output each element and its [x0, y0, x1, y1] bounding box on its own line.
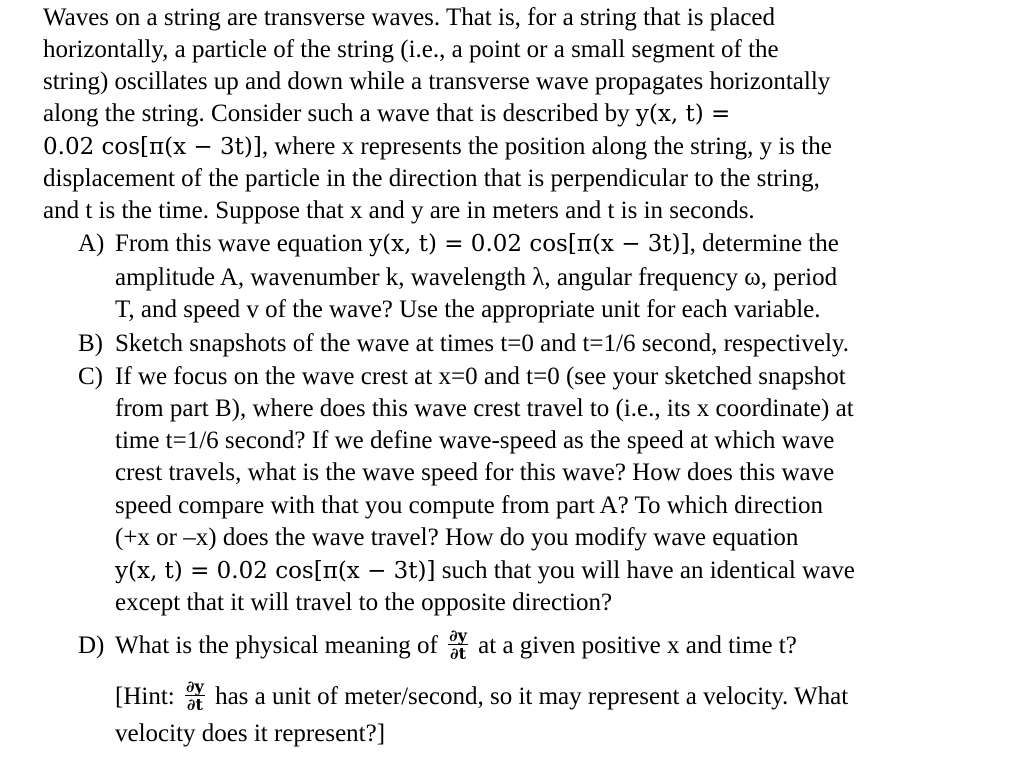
part-c-label: C) [78, 363, 103, 390]
part-d-line-1-post: at a given positive x and time t? [478, 632, 797, 660]
part-d-hint-line [115, 677, 849, 716]
part-c-equation: y(x, t) = 0.02 cos[π(x − 3t)] [115, 558, 436, 584]
hint-fraction-numerator: ∂y [185, 677, 204, 696]
intro-line-4 [43, 98, 730, 130]
part-c-line-8: except that it will travel to the opposite direction? [115, 589, 613, 616]
part-b-label: B) [78, 330, 103, 357]
partial-derivative-fraction [448, 627, 468, 662]
part-c-line-4: crest travels, what is the wave speed for this wave? How does this wave [115, 459, 835, 486]
fraction-numerator: ∂y [449, 626, 467, 645]
part-c-line-7 [115, 555, 855, 587]
part-c-line-1: If we focus on the wave crest at x=0 and t=0 (see your sketched snapshot [115, 363, 846, 390]
part-a-label: A) [78, 230, 105, 257]
intro-line-3: string) oscillates up and down while a transverse wave propagates horizontally [43, 68, 831, 95]
intro-line-5 [43, 131, 832, 163]
part-c-line-7-text: such that you will have an identical wave [435, 557, 855, 584]
hint-pre: [Hint: [115, 683, 175, 711]
part-b-line-1: Sketch snapshots of the wave at times t=0 and t=1/6 second, respectively. [115, 330, 850, 357]
part-c-line-2: from part B), where does this wave crest travel to (i.e., its x coordinate) at [115, 395, 854, 422]
intro-line-1: Waves on a string are transverse waves. That is, for a string that is placed [43, 4, 776, 31]
intro-line-2: horizontally, a particle of the string (i.e., a point or a small segment of the [43, 36, 779, 63]
part-d-line-1-pre: What is the physical meaning of [115, 632, 438, 660]
part-a-line-1-post: , determine the [689, 230, 839, 257]
part-d-line-3: velocity does it represent?] [115, 720, 386, 747]
part-c-line-5: speed compare with that you compute from part A? To which direction [115, 492, 824, 519]
part-c-line-6: (+x or –x) does the wave travel? How do you modify wave equation [115, 524, 799, 551]
part-a-line-3: T, and speed v of the wave? Use the appropriate unit for each variable. [115, 296, 821, 323]
intro-line-7: and t is the time. Suppose that x and y are in meters and t is in seconds. [43, 197, 755, 224]
part-a-line-1-pre: From this wave equation [115, 230, 363, 257]
hint-post: has a unit of meter/second, so it may represent a velocity. What [215, 683, 849, 711]
wave-equation-rhs: 0.02 cos[π(x − 3t)] [43, 134, 262, 160]
fraction-denominator: ∂t [450, 644, 466, 663]
hint-partial-derivative-fraction [185, 678, 205, 713]
part-d-line-1 [115, 626, 797, 665]
part-a-equation: y(x, t) = 0.02 cos[π(x − 3t)] [369, 231, 690, 257]
part-d-label: D) [78, 632, 105, 659]
part-a-line-2: amplitude A, wavenumber k, wavelength λ, angular frequency ω, period [115, 264, 838, 291]
wave-equation-lhs: y(x, t) = [635, 101, 731, 127]
part-c-line-3: time t=1/6 second? If we define wave-speed as the speed at which wave [115, 427, 835, 454]
part-a-line-1 [115, 228, 839, 260]
intro-line-4-text: along the string. Consider such a wave that is described by [43, 100, 630, 127]
hint-fraction-denominator: ∂t [186, 695, 203, 714]
intro-line-6: displacement of the particle in the direction that is perpendicular to the string, [43, 165, 820, 192]
intro-line-5-text: , where x represents the position along the string, y is the [261, 133, 832, 160]
